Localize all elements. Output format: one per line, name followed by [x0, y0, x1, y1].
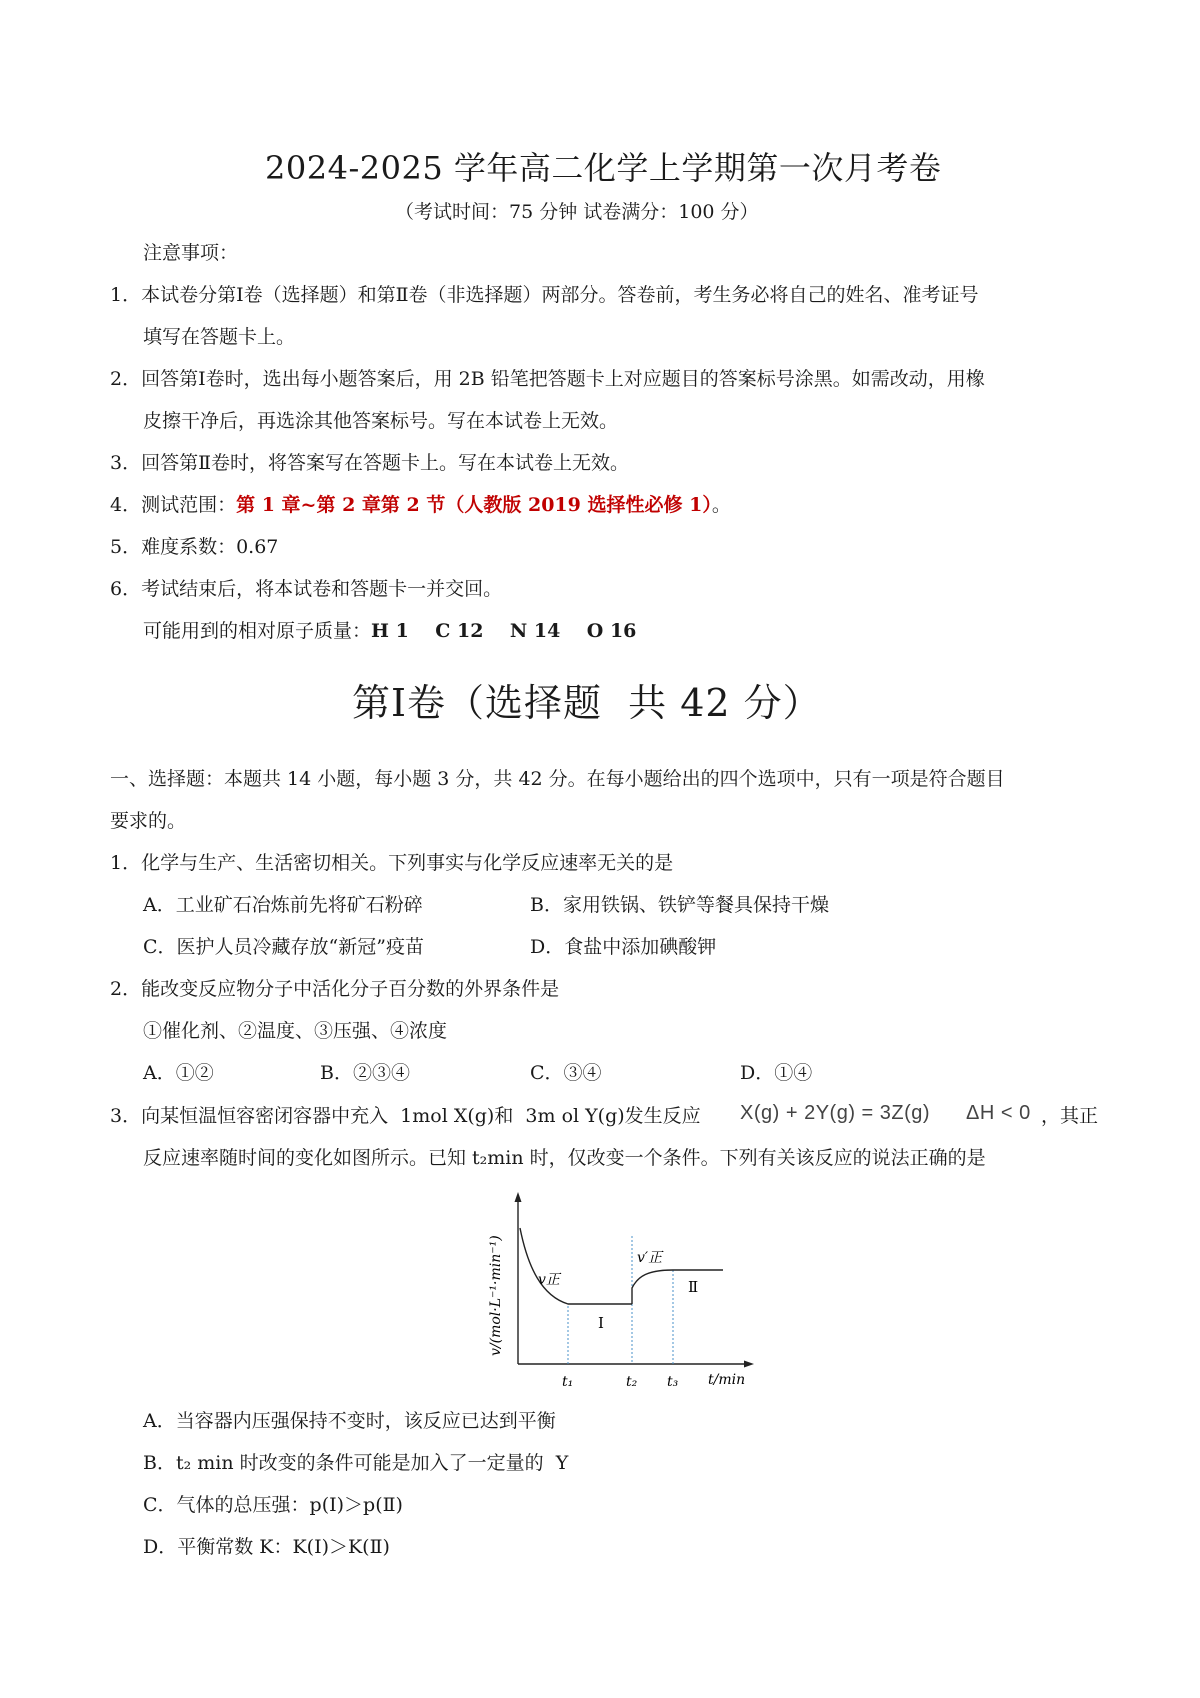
notice-item-5	[110, 535, 278, 559]
notice-item-text: 测试范围：	[141, 494, 237, 516]
atomic-mass-label: 可能用到的相对原子质量：	[143, 620, 372, 642]
q1-option-d: D．食盐中添加碘酸钾	[530, 936, 717, 958]
q3-option-c: C．气体的总压强：p(Ⅰ)＞p(Ⅱ)	[143, 1494, 403, 1516]
question-stem-cont: 反应速率随时间的变化如图所示。已知 t₂min 时，仅改变一个条件。下列有关该反应的说法正确的是	[143, 1147, 986, 1169]
q3-option-d: D．平衡常数 K：K(Ⅰ)＞K(Ⅱ)	[143, 1536, 390, 1558]
q2-option-c: C．③④	[530, 1062, 602, 1084]
notice-item-6	[110, 577, 502, 601]
notice-item-text: 难度系数：0.67	[141, 536, 279, 558]
notice-item-suffix: 。	[711, 494, 731, 516]
reaction-equation: X(g) + 2Y(g) = 3Z(g)	[740, 1102, 931, 1124]
notice-item-text: 本试卷分第Ⅰ卷（选择题）和第Ⅱ卷（非选择题）两部分。答卷前，考生务必将自己的姓名、准考证号	[141, 284, 979, 306]
notice-item-number: 5．	[110, 536, 142, 558]
x-axis-label: t/min	[708, 1372, 746, 1388]
notice-item-3	[110, 451, 629, 475]
section-instruction-cont: 要求的。	[110, 810, 187, 832]
q2-option-a: A．①②	[143, 1062, 214, 1084]
tick-t1: t₁	[562, 1374, 574, 1390]
notice-item-1-cont: 填写在答题卡上。	[143, 326, 296, 348]
question-number: 3．	[110, 1105, 142, 1127]
atomic-mass-line	[143, 619, 636, 643]
notice-item-4	[110, 493, 731, 517]
curve1-label: v正	[538, 1272, 560, 1288]
q2-option-d: D．①④	[740, 1062, 813, 1084]
page-title: 2024-2025 学年高二化学上学期第一次月考卷	[265, 149, 942, 187]
rate-time-graph	[480, 1188, 760, 1400]
enthalpy-change: ΔH < 0	[966, 1102, 1031, 1124]
atomic-mass-values: H 1 C 12 N 14 O 16	[371, 620, 637, 642]
section-instruction: 一、选择题：本题共 14 小题，每小题 3 分，共 42 分。在每小题给出的四个选项中，只有一项是符合题目	[110, 768, 1005, 790]
notice-item-text: 回答第Ⅰ卷时，选出每小题答案后，用 2B 铅笔把答题卡上对应题目的答案标号涂黑。如需改动，用橡	[141, 368, 985, 390]
notice-item-number: 6．	[110, 578, 142, 600]
notice-item-2	[110, 367, 985, 391]
question-number: 1．	[110, 852, 142, 874]
question-3	[110, 1104, 701, 1128]
notice-item-text: 考试结束后，将本试卷和答题卡一并交回。	[141, 578, 503, 600]
question-1	[110, 851, 673, 875]
notice-item-number: 2．	[110, 368, 142, 390]
curve2-label: v′正	[637, 1250, 663, 1266]
question-stem: 能改变反应物分子中活化分子百分数的外界条件是	[141, 978, 560, 1000]
question-stem-tail: ，其正	[1041, 1105, 1099, 1127]
notice-item-number: 1．	[110, 284, 142, 306]
q1-option-c: C．医护人员冷藏存放“新冠”疫苗	[143, 936, 424, 958]
question-stem: 化学与生产、生活密切相关。下列事实与化学反应速率无关的是	[141, 852, 674, 874]
tick-t3: t₃	[667, 1374, 679, 1390]
notice-item-text: 回答第Ⅱ卷时，将答案写在答题卡上。写在本试卷上无效。	[141, 452, 630, 474]
notice-item-2-cont: 皮擦干净后，再选涂其他答案标号。写在本试卷上无效。	[143, 410, 619, 432]
notice-item-1	[110, 283, 979, 307]
q1-option-a: A．工业矿石冶炼前先将矿石粉碎	[143, 894, 423, 916]
question-number: 2．	[110, 978, 142, 1000]
q3-option-b: B．t₂ min 时改变的条件可能是加入了一定量的 Y	[143, 1452, 569, 1474]
x-axis-arrow	[744, 1361, 754, 1368]
region-1-label: Ⅰ	[598, 1314, 604, 1332]
question-stem: 向某恒温恒容密闭容器中充入 1mol X(g)和 3m ol Y(g)发生反应	[141, 1105, 701, 1127]
question-2	[110, 977, 559, 1001]
tick-t2: t₂	[626, 1374, 638, 1390]
q3-option-a: A．当容器内压强保持不变时，该反应已达到平衡	[143, 1410, 556, 1432]
notice-heading: 注意事项：	[143, 242, 239, 264]
q2-option-b: B．②③④	[320, 1062, 410, 1084]
exam-info: （考试时间：75 分钟 试卷满分：100 分）	[395, 201, 759, 223]
notice-item-number: 3．	[110, 452, 142, 474]
q2-conditions: ①催化剂、②温度、③压强、④浓度	[143, 1020, 448, 1042]
test-scope: 第 1 章~第 2 章第 2 节（人教版 2019 选择性必修 1）	[236, 494, 712, 516]
v-forward-prime-curve	[632, 1270, 723, 1304]
y-axis-arrow	[515, 1192, 522, 1202]
section-title: 第Ⅰ卷（选择题 共 42 分）	[352, 681, 822, 725]
region-2-label: Ⅱ	[688, 1278, 699, 1296]
q1-option-b: B．家用铁锅、铁铲等餐具保持干燥	[530, 894, 829, 916]
y-axis-label: v/(mol·L⁻¹·min⁻¹)	[488, 1235, 504, 1356]
v-forward-curve	[520, 1228, 632, 1304]
notice-item-number: 4．	[110, 494, 142, 516]
